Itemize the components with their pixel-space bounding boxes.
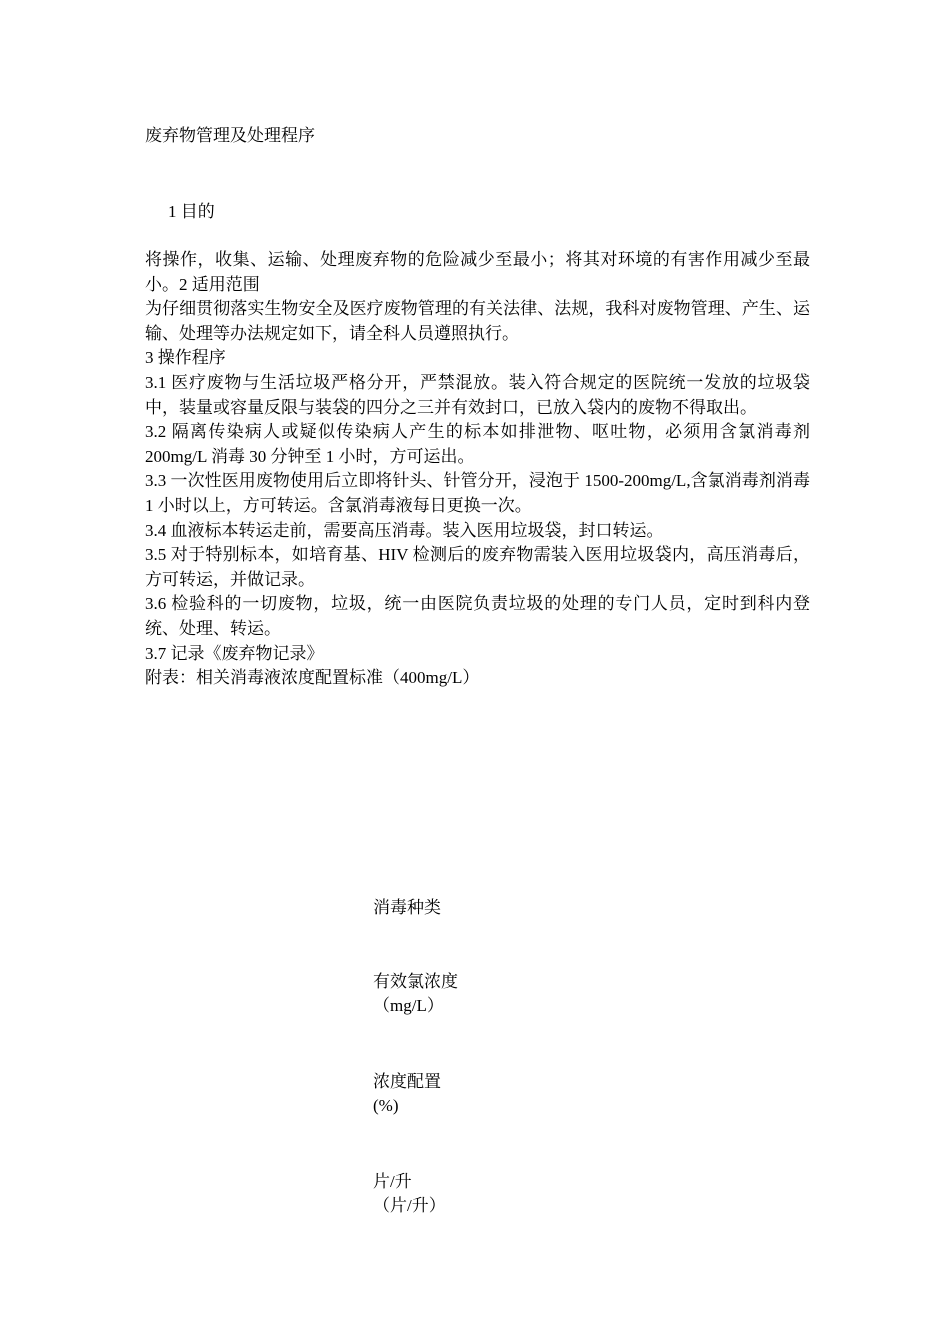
table-header-concentration-ratio-unit: (%) <box>373 1096 399 1115</box>
paragraph-3-5: 3.5 对于特别标本，如培育基、HIV 检测后的废弃物需装入医用垃圾袋内，高压消毒后，方可转运，并做记录。 <box>145 545 810 589</box>
table-header-disinfectant-type <box>373 896 441 920</box>
table-header-concentration-ratio <box>373 1070 441 1118</box>
paragraph-purpose: 将操作，收集、运输、处理废弃物的危险减少至最小；将其对环境的有害作用减少至最小。2 适用范围 <box>145 250 810 294</box>
table-header-disinfectant-type-label: 消毒种类 <box>373 898 441 917</box>
paragraph-3-2: 3.2 隔离传染病人或疑似传染病人产生的标本如排泄物、呕吐物，必须用含氯消毒剂 200mg/L 消毒 30 分钟至 1 小时，方可运出。 <box>145 422 810 466</box>
section-heading-purpose: 1 目的 <box>168 202 215 221</box>
table-header-tablets-per-liter-label: 片/升 <box>373 1172 412 1191</box>
document-title: 废弃物管理及处理程序 <box>145 126 315 145</box>
document-body <box>145 248 810 691</box>
table-header-chlorine-concentration <box>373 970 458 1018</box>
paragraph-3-1: 3.1 医疗废物与生活垃圾严格分开，严禁混放。装入符合规定的医院统一发放的垃圾袋中，装量或容量反限与装袋的四分之三并有效封口，已放入袋内的废物不得取出。 <box>145 372 810 417</box>
paragraph-3-7: 3.7 记录《废弃物记录》 <box>145 643 324 663</box>
paragraph-3-6: 3.6 检验科的一切废物，垃圾，统一由医院负责垃圾的处理的专门人员，定时到科内登统、处理、转运。 <box>145 594 810 638</box>
table-header-chlorine-concentration-unit: （mg/L） <box>373 996 444 1015</box>
table-header-chlorine-concentration-label: 有效氯浓度 <box>373 972 458 991</box>
section-heading-procedure: 3 操作程序 <box>145 348 226 368</box>
paragraph-3-4: 3.4 血液标本转运走前，需要高压消毒。装入医用垃圾袋，封口转运。 <box>145 520 664 540</box>
paragraph-scope: 为仔细贯彻落实生物安全及医疗废物管理的有关法律、法规，我科对废物管理、产生、运输、处理等办法规定如下，请全科人员遵照执行。 <box>145 299 810 343</box>
appendix-caption: 附表：相关消毒液浓度配置标准（400mg/L） <box>145 668 480 688</box>
table-header-tablets-per-liter-unit: （片/升） <box>373 1196 446 1215</box>
table-header-concentration-ratio-label: 浓度配置 <box>373 1072 441 1091</box>
paragraph-3-3: 3.3 一次性医用废物使用后立即将针头、针管分开，浸泡于 1500-200mg/L,含氯消毒剂消毒 1 小时以上，方可转运。含氯消毒液每日更换一次。 <box>145 471 810 515</box>
table-header-tablets-per-liter <box>373 1170 446 1218</box>
